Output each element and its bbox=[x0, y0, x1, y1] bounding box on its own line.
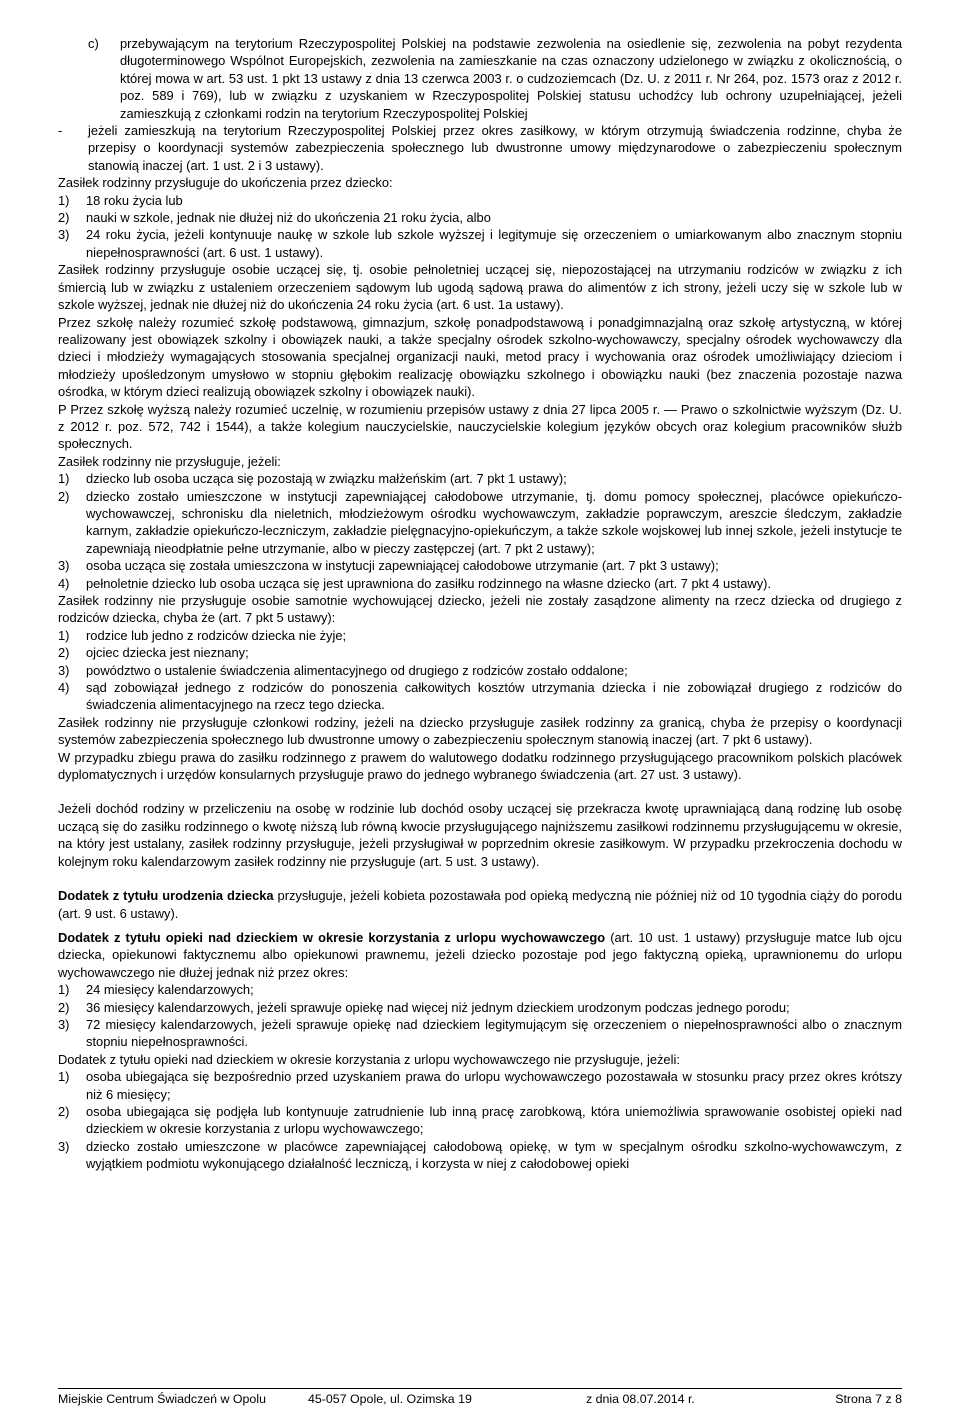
list-item: 2) ojciec dziecka jest nieznany; bbox=[58, 645, 249, 661]
page-footer bbox=[58, 1388, 902, 1409]
paragraph-higher-school-definition: P Przez szkołę wyższą należy rozumieć uczelnię, w rozumieniu przepisów ustawy z dnia 27 lipca 2005 r. — Prawo o szkolnictwie wyższym (Dz. U. z 2012 r. poz. 572, 742 i 1544), a także kolegium nauczycielskie, nauczycielskie kolegium języków obcych oraz kolegium pracowników służb społecznych. bbox=[58, 401, 902, 452]
age-intro: Zasiłek rodzinny przysługuje do ukończenia przez dziecko: bbox=[58, 175, 393, 191]
spacer bbox=[58, 922, 902, 929]
list-item: 1) rodzice lub jedno z rodziców dziecka nie żyje; bbox=[58, 627, 347, 643]
paragraph-birth-supplement: Dodatek z tytułu urodzenia dziecka przysługuje, jeżeli kobieta pozostawała pod opieką medyczną nie później niż od 10 tygodnia ciąży do porodu (art. 9 ust. 6 ustawy). bbox=[58, 888, 902, 921]
list-item-c bbox=[58, 35, 902, 122]
footer-institution: Miejskie Centrum Świadczeń w Opolu bbox=[58, 1392, 266, 1406]
list-item: 1) osoba ubiegająca się bezpośrednio przed uzyskaniem prawa do urlopu wychowawczego pozostawała w stosunku pracy przez okres krótszy niż 6 miesięcy; bbox=[58, 1069, 902, 1102]
paragraph-diplomatic: W przypadku zbiegu prawa do zasiłku rodzinnego z prawem do walutowego dodatku rodzinnego przysługującego pracownikom polskich placówek dyplomatycznych i urzędów konsularnych przysługuje prawo do jednego wybranego świadczenia (art. 27 ust. 3 ustawy). bbox=[58, 749, 902, 783]
paragraph-abroad: Zasiłek rodzinny nie przysługuje członkowi rodziny, jeżeli na dziecko przysługuje zasiłek rodzinny za granicą, chyba że przepisy o koordynacji systemów zabezpieczenia społecznego lub dwustronne umowy o zabezpieczeniu społecznym stanowią inaczej (art. 7 pkt 6 ustawy). bbox=[58, 714, 902, 748]
footer-address: 45-057 Opole, ul. Ozimska 19 bbox=[308, 1392, 472, 1406]
list-item: 3) osoba ucząca się została umieszczona w instytucji zapewniającej całodobowe utrzymanie (art. 7 pkt 3 ustawy); bbox=[58, 558, 719, 574]
single-parent-intro: Zasiłek rodzinny nie przysługuje osobie samotnie wychowującej dziecko, jeżeli nie zostały zasądzone alimenty na rzecz dziecka od drugiego z rodziców dziecka, chyba że (art. 7 pkt 5 ustawy): bbox=[58, 593, 902, 626]
footer-date: z dnia 08.07.2014 r. bbox=[586, 1392, 695, 1406]
list-item-text: jeżeli zamieszkują na terytorium Rzeczypospolitej Polskiej przez okres zasiłkowy, w którym otrzymują świadczenia rodzinne, chyba że przepisy o koordynacji systemów zabezpieczenia społecznego lub dwustronne umowy międzynarodowe o zabezpieczeniu społecznym stanowią inaczej (art. 1 ust. 2 i 3 ustawy). bbox=[88, 123, 902, 173]
spacer bbox=[58, 783, 902, 800]
paragraph-income: Jeżeli dochód rodziny w przeliczeniu na osobę w rodzinie lub dochód osoby uczącej się przekracza kwotę uprawniającą daną rodzinę lub osobę uczącą się do zasiłku rodzinnego o kwotę niższą lub równą kwocie przysługującego najniższemu zasiłkowi rodzinnemu przysługującemu w okresie, na który jest ustalany, zasiłek rodzinny przysługuje, jeżeli przysługiwał w poprzednim okresie zasiłkowym. W przypadku przekroczenia dochodu w kolejnym roku kalendarzowym zasiłek rodzinny nie przysługuje (art. 5 ust. 3 ustawy). bbox=[58, 801, 902, 869]
paragraph-school-definition: Przez szkołę należy rozumieć szkołę podstawową, gimnazjum, szkołę ponadpodstawową i ponadgimnazjalną oraz szkołę artystyczną, w której realizowany jest obowiązek szkolny i obowiązek nauki, a także specjalny ośrodek szkolno-wychowawczy, specjalny ośrodek wychowawczy dla dzieci i młodzieży wymagających stosowania specjalnej organizacji nauki, metod pracy i wychowania oraz ośrodek umożliwiający dzieciom i młodzieży upośledzonym umysłowo w stopniu głębokim realizację obowiązku szkolnego i obowiązku nauki (bez znaczenia pozostaje nazwa ośrodka, w którym dzieci realizują obowiązek szkolny i obowiązek nauki). bbox=[58, 314, 902, 400]
list-item: 3) 24 roku życia, jeżeli kontynuuje naukę w szkole lub szkole wyższej i legitymuje się orzeczeniem o umiarkowanym albo znacznym stopniu niepełnosprawności (art. 6 ust. 1 ustawy). bbox=[58, 227, 902, 260]
list-item-number: c) bbox=[88, 36, 99, 51]
list-item: 1) 18 roku życia lub bbox=[58, 192, 183, 208]
dash-item bbox=[58, 122, 902, 174]
list-item: 4) pełnoletnie dziecko lub osoba ucząca się jest uprawniona do zasiłku rodzinnego na własne dziecko (art. 7 pkt 4 ustawy). bbox=[58, 575, 772, 591]
list-item: 1) 24 miesięcy kalendarzowych; bbox=[58, 982, 254, 998]
list-item: 3) powództwo o ustalenie świadczenia alimentacyjnego od drugiego z rodziców zostało oddalone; bbox=[58, 662, 628, 678]
list-item: 3) 72 miesięcy kalendarzowych, jeżeli sprawuje opiekę nad dzieckiem legitymującym się orzeczeniem o niepełnosprawności albo o znacznym stopniu niepełnosprawności. bbox=[58, 1016, 902, 1050]
birth-supplement-heading: Dodatek z tytułu urodzenia dziecka bbox=[58, 888, 274, 904]
document-body bbox=[58, 35, 902, 1173]
footer-page-number: Strona 7 z 8 bbox=[835, 1392, 902, 1406]
list-item: 2) dziecko zostało umieszczone w instytucji zapewniającej całodobowe utrzymanie, tj. domu pomocy społecznej, placówce opiekuńczo-wychowawczej, schronisku dla nieletnich, młodzieżowym ośrodku wychowawczym, zakładzie poprawczym, areszcie śledczym, zakładzie karnym, zakładzie opiekuńczo-leczniczym, zakładzie pielęgnacyjno-opiekuńczym, a także szkole wojskowej lub innej szkole, jeżeli instytucje te zapewniają nieodpłatnie pełne utrzymanie, albo w pieczy zastępczej (art. 7 pkt 2 ustawy); bbox=[58, 488, 902, 556]
list-item-text: przebywającym na terytorium Rzeczypospolitej Polskiej na podstawie zezwolenia na osiedlenie się, zezwolenia na pobyt rezydenta długoterminowego Wspólnot Europejskich, zezwolenia na zamieszkanie na czas oznaczony udzielonego w związku z okolicznością, o której mowa w art. 53 ust. 1 pkt 13 ustawy z dnia 13 czerwca 2003 r. o cudzoziemcach (Dz. U. z 2011 r. Nr 264, poz. 1573 oraz z 2012 r. poz. 589 i 769), lub w związku z uzyskaniem w Rzeczypospolitej Polskiej statusu uchodźcy lub ochrony uzupełniającej, jeżeli zamieszkują z członkami rodzin na terytorium Rzeczypospolitej Polskiej bbox=[120, 36, 902, 121]
list-item: 1) dziecko lub osoba ucząca się pozostają w związku małżeńskim (art. 7 pkt 1 ustawy); bbox=[58, 471, 567, 487]
leave-supplement-heading: Dodatek z tytułu opieki nad dzieckiem w okresie korzystania z urlopu wychowawczego bbox=[58, 929, 606, 945]
list-item: 2) 36 miesięcy kalendarzowych, jeżeli sprawuje opiekę nad więcej niż jednym dzieckiem urodzonym podczas jednego porodu; bbox=[58, 999, 790, 1015]
paragraph-leave-supplement: Dodatek z tytułu opieki nad dzieckiem w okresie korzystania z urlopu wychowawczego (art. 10 ust. 1 ustawy) przysługuje matce lub ojcu dziecka, opiekunowi faktycznemu albo opiekunowi prawnemu, jeżeli dziecko pozostaje pod jego faktyczną opieką, uprawnionemu do urlopu wychowawczego nie dłużej jednak niż przez okres: bbox=[58, 929, 902, 980]
leave-not-due-intro: Dodatek z tytułu opieki nad dzieckiem w okresie korzystania z urlopu wychowawczego nie przysługuje, jeżeli: bbox=[58, 1051, 680, 1067]
paragraph-learning-person: Zasiłek rodzinny przysługuje osobie uczącej się, tj. osobie pełnoletniej uczącej się, niepozostającej na utrzymaniu rodziców w związku z ich śmiercią lub w związku z ustaleniem orzeczeniem sądowym lub ugodą sądową prawa do alimentów z ich strony, jeżeli uczy się w szkole lub w szkole wyższej, jednak nie dłużej niż do ukończenia 24 roku życia (art. 6 ust. 1a ustawy). bbox=[58, 262, 902, 313]
list-item-bullet: - bbox=[58, 123, 63, 139]
not-due-intro: Zasiłek rodzinny nie przysługuje, jeżeli: bbox=[58, 453, 281, 469]
list-item: 2) nauki w szkole, jednak nie dłużej niż do ukończenia 21 roku życia, albo bbox=[58, 210, 491, 226]
list-item: 2) osoba ubiegająca się podjęła lub kontynuuje zatrudnienie lub inną pracę zarobkową, która uniemożliwia sprawowanie osobistej opieki nad dzieckiem w okresie korzystania z urlopu wychowawczego; bbox=[58, 1103, 902, 1137]
list-item: 4) sąd zobowiązał jednego z rodziców do ponoszenia całkowitych kosztów utrzymania dziecka i nie zobowiązał drugiego z rodziców do świadczenia alimentacyjnego na rzecz tego dziecka. bbox=[58, 680, 902, 713]
spacer bbox=[58, 870, 902, 887]
list-item: 3) dziecko zostało umieszczone w placówce zapewniającej całodobową opiekę, w tym w specjalnym ośrodku szkolno-wychowawczym, z wyjątkiem podmiotu wykonującego działalność leczniczą, i korzysta w niej z całodobowej opieki bbox=[58, 1138, 902, 1172]
